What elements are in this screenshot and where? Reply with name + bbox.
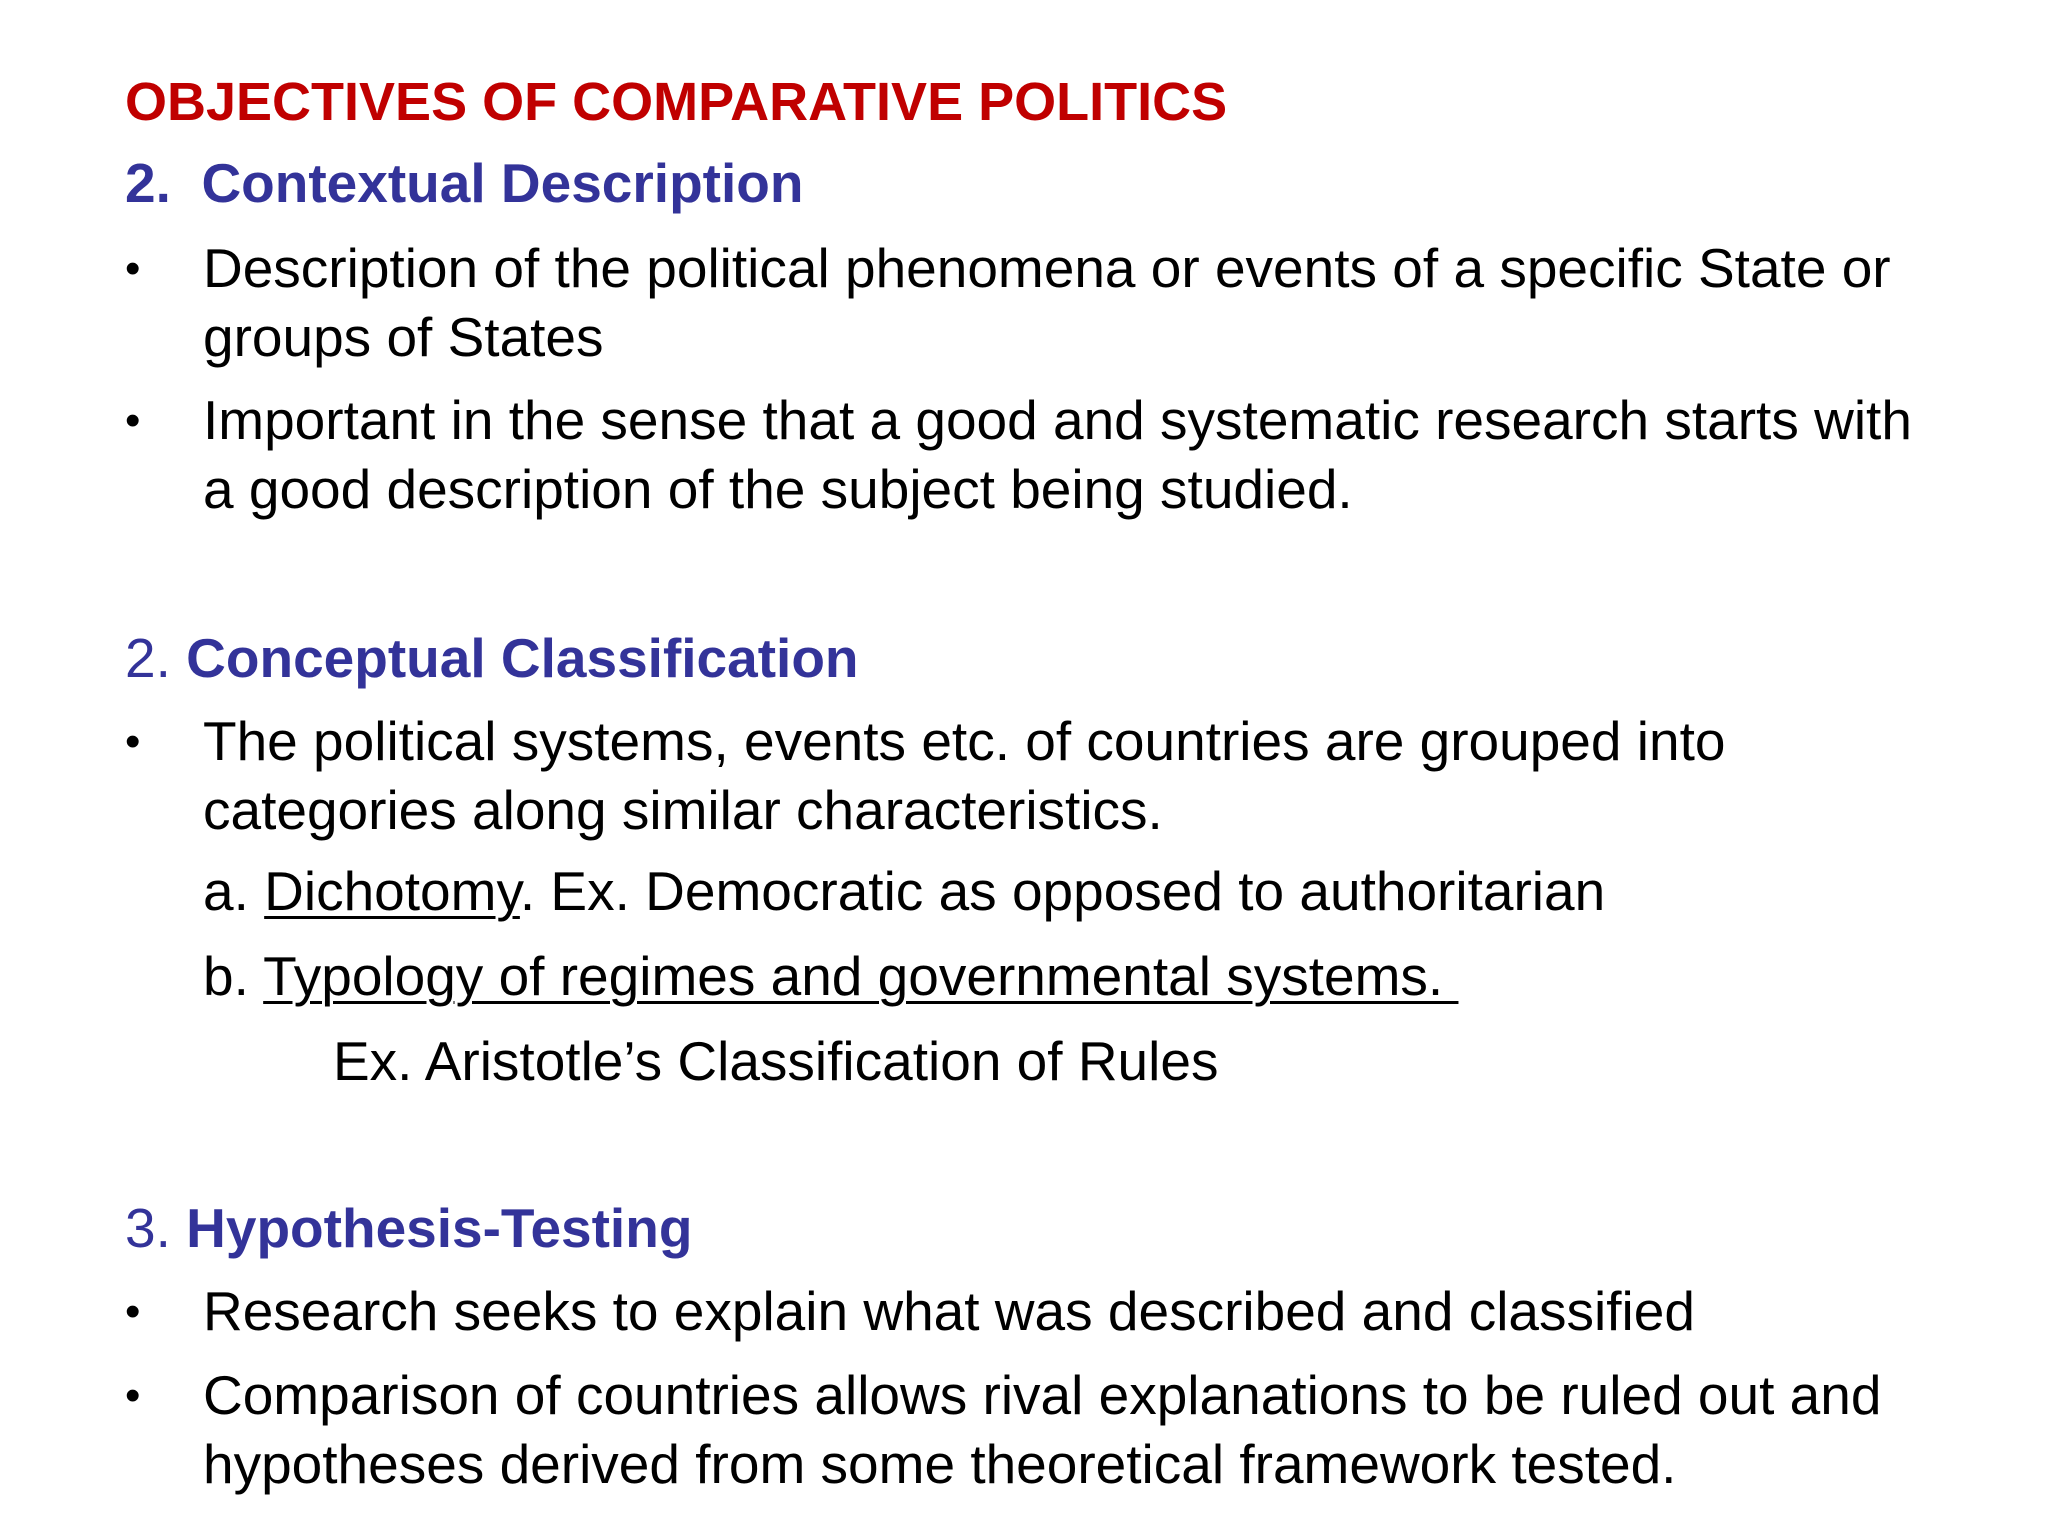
bullet-dot-icon: • [125,244,141,293]
bullet-text: Research seeks to explain what was described and classified [203,1280,1695,1342]
slide-title: OBJECTIVES OF COMPARATIVE POLITICS [125,72,1228,132]
bullet-text: The political systems, events etc. of countries are grouped into categories along similar characteristics. [203,710,1726,841]
bullet-dot-icon: • [125,1287,141,1336]
bullet-item [125,1277,1925,1346]
section-heading-contextual-description [125,150,803,216]
bullet-item [125,1361,1925,1499]
section-heading-hypothesis-testing [125,1195,692,1261]
bullet-item [125,707,1925,845]
bullet-text: Comparison of countries allows rival explanations to be ruled out and hypotheses derived from some theoretical framework tested. [203,1364,1882,1495]
section-title: Conceptual Classification [186,627,859,689]
subitem-dichotomy [203,858,1605,924]
example-aristotle: Ex. Aristotle’s Classification of Rules [333,1030,1219,1092]
bullet-text: Important in the sense that a good and systematic research starts with a good description of the subject being studied. [203,389,1912,520]
subitem-rest: . Ex. Democratic as opposed to authoritarian [519,860,1606,922]
bullet-item [125,234,1925,372]
bullet-dot-icon: • [125,1371,141,1420]
bullet-dot-icon: • [125,717,141,766]
section-number: 2. [125,627,171,689]
subitem-typology [203,943,1458,1009]
section-heading-conceptual-classification [125,625,859,691]
bullet-text: Description of the political phenomena or events of a specific State or groups of States [203,237,1891,368]
section-number: 2. [125,152,171,214]
subitem-term: Dichotomy [264,860,520,922]
subitem-letter: a. [203,860,249,922]
section-number: 3. [125,1197,171,1259]
section-title: Contextual Description [201,152,804,214]
section-title: Hypothesis-Testing [186,1197,693,1259]
bullet-item [125,386,1925,524]
bullet-dot-icon: • [125,396,141,445]
subitem-term: Typology of regimes and governmental systems. [263,945,1459,1007]
subitem-letter: b. [203,945,249,1007]
